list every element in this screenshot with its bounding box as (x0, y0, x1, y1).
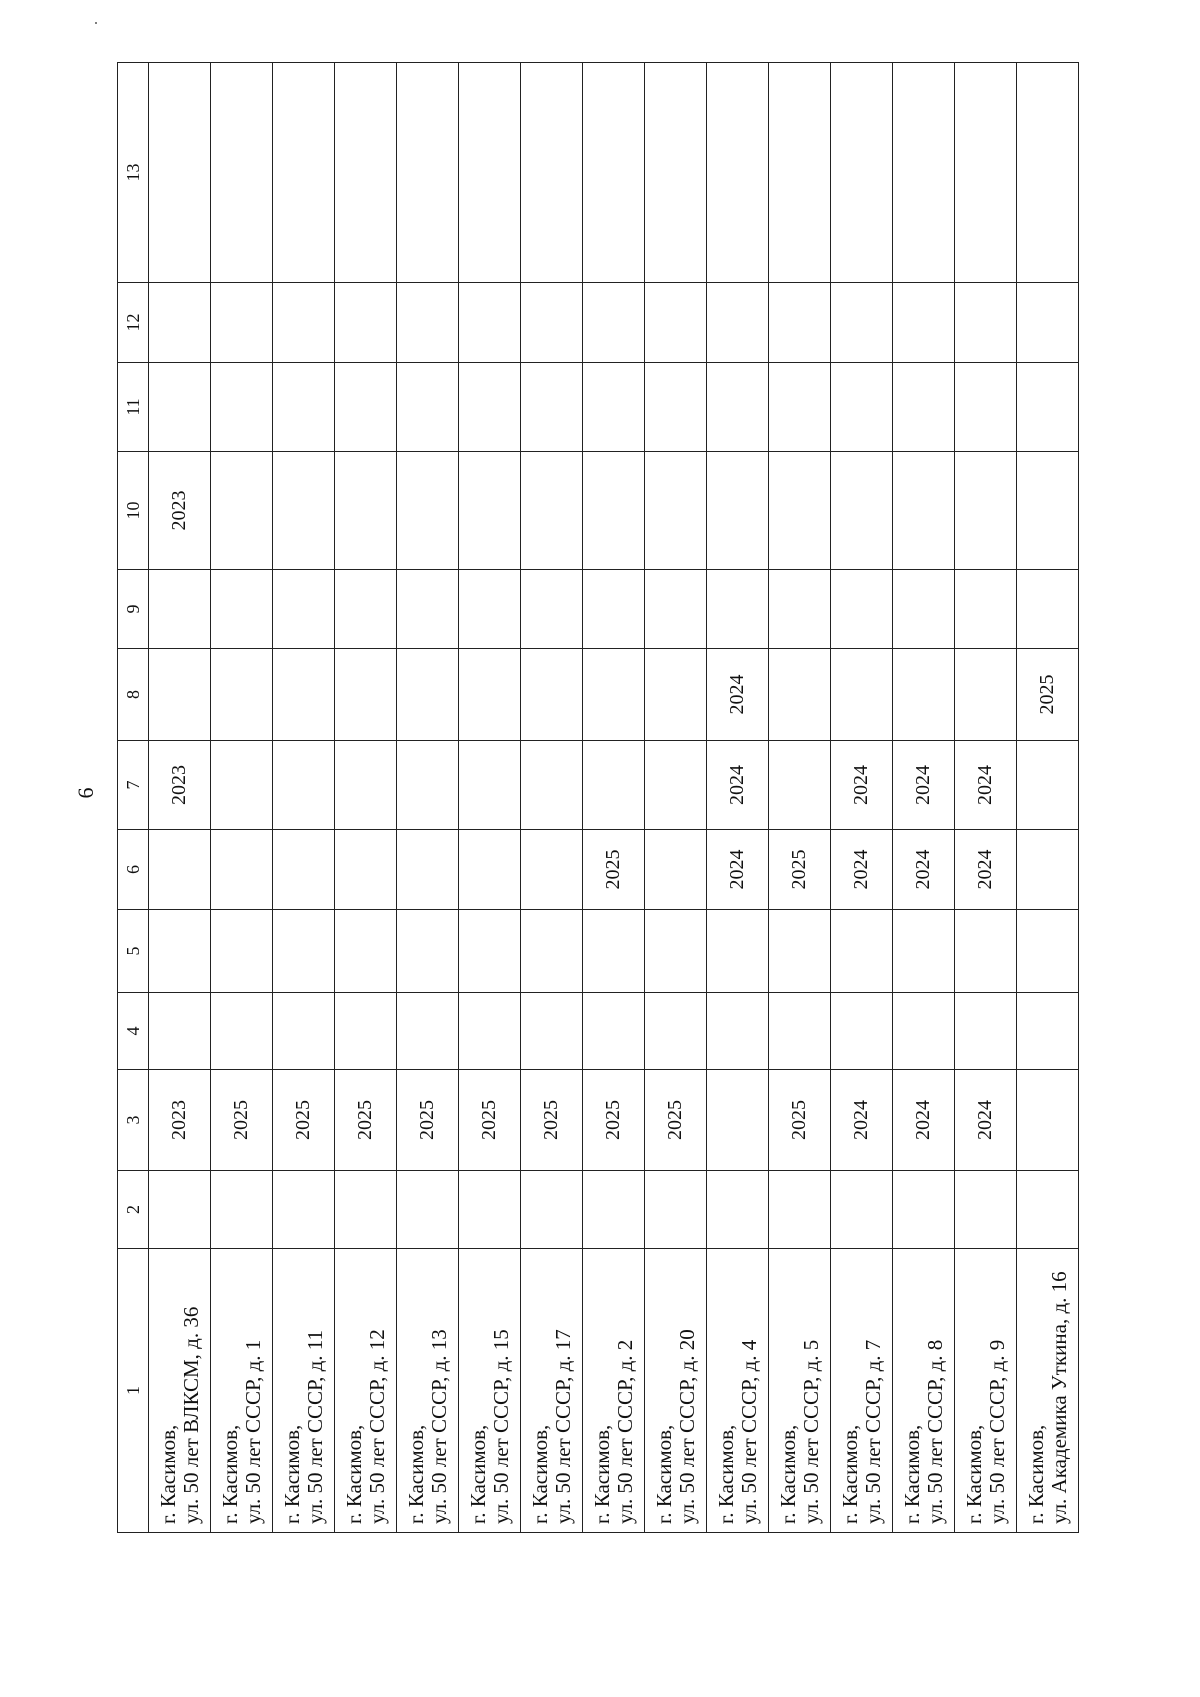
column-header: 5 (118, 910, 149, 993)
column-header: 4 (118, 993, 149, 1070)
year-cell-c5 (1017, 910, 1079, 993)
year-cell-c6 (397, 830, 459, 910)
year-cell-c12 (955, 283, 1017, 363)
year-cell-c13 (769, 63, 831, 283)
year-cell-c2 (273, 1171, 335, 1249)
column-header: 9 (118, 570, 149, 649)
address-cell (397, 1249, 459, 1533)
table-row (397, 63, 459, 1533)
year-cell-c10 (645, 452, 707, 570)
year-cell-c11 (273, 363, 335, 452)
year-cell-c8 (645, 649, 707, 741)
year-cell-c2 (1017, 1171, 1079, 1249)
address-street: ул. 50 лет СССР, д. 8 (922, 1339, 947, 1524)
rotated-table-container (117, 63, 1071, 1533)
year-cell-c11 (645, 363, 707, 452)
address-cell (893, 1249, 955, 1533)
year-cell-c11 (769, 363, 831, 452)
year-cell-c5 (397, 910, 459, 993)
column-header: 12 (118, 283, 149, 363)
table-row (335, 63, 397, 1533)
year-cell-c6 (645, 830, 707, 910)
year-cell-c5 (769, 910, 831, 993)
year-cell-c3: 2025 (335, 1070, 397, 1171)
address-street: ул. 50 лет СССР, д. 15 (488, 1329, 513, 1524)
table-row (583, 63, 645, 1533)
address-street: ул. 50 лет СССР, д. 17 (550, 1329, 575, 1524)
year-cell-c13 (459, 63, 521, 283)
table-row (831, 63, 893, 1533)
year-cell-c6 (273, 830, 335, 910)
address-city: г. Касимов, (899, 1424, 924, 1524)
year-cell-c3: 2025 (521, 1070, 583, 1171)
year-cell-c11 (149, 363, 211, 452)
year-cell-c7 (397, 741, 459, 830)
year-cell-c11 (1017, 363, 1079, 452)
year-cell-c13 (521, 63, 583, 283)
year-cell-c8 (831, 649, 893, 741)
address-city: г. Касимов, (589, 1424, 614, 1524)
year-cell-c11 (831, 363, 893, 452)
address-street: ул. Академика Уткина, д. 16 (1046, 1271, 1071, 1524)
year-cell-c10 (707, 452, 769, 570)
year-cell-c6 (211, 830, 273, 910)
table-row (707, 63, 769, 1533)
year-cell-c6 (335, 830, 397, 910)
year-cell-c4 (459, 993, 521, 1070)
address-street: ул. 50 лет СССР, д. 11 (302, 1329, 327, 1524)
year-cell-c2 (335, 1171, 397, 1249)
column-header: 3 (118, 1070, 149, 1171)
year-cell-c9 (1017, 570, 1079, 649)
table-row (769, 63, 831, 1533)
table-row (273, 63, 335, 1533)
year-cell-c8 (211, 649, 273, 741)
address-cell (645, 1249, 707, 1533)
address-cell (1017, 1249, 1079, 1533)
table-row (211, 63, 273, 1533)
year-cell-c3 (707, 1070, 769, 1171)
year-cell-c5 (707, 910, 769, 993)
year-cell-c3: 2025 (459, 1070, 521, 1171)
address-cell (211, 1249, 273, 1533)
year-cell-c4 (335, 993, 397, 1070)
address-cell (521, 1249, 583, 1533)
year-cell-c6: 2024 (955, 830, 1017, 910)
address-street: ул. 50 лет СССР, д. 20 (674, 1329, 699, 1524)
year-cell-c13 (149, 63, 211, 283)
column-header: 1 (118, 1249, 149, 1533)
year-cell-c12 (149, 283, 211, 363)
year-cell-c6: 2025 (769, 830, 831, 910)
table-row (645, 63, 707, 1533)
year-cell-c3: 2024 (831, 1070, 893, 1171)
year-cell-c8 (459, 649, 521, 741)
year-cell-c7 (211, 741, 273, 830)
column-header: 7 (118, 741, 149, 830)
column-header: 10 (118, 452, 149, 570)
year-cell-c2 (211, 1171, 273, 1249)
year-cell-c12 (459, 283, 521, 363)
address-street: ул. 50 лет СССР, д. 1 (240, 1339, 265, 1524)
year-cell-c8 (769, 649, 831, 741)
year-cell-c13 (583, 63, 645, 283)
address-street: ул. 50 лет СССР, д. 2 (612, 1339, 637, 1524)
year-cell-c4 (893, 993, 955, 1070)
year-cell-c12 (273, 283, 335, 363)
column-header: 8 (118, 649, 149, 741)
year-cell-c5 (831, 910, 893, 993)
address-city: г. Касимов, (465, 1424, 490, 1524)
year-cell-c9 (459, 570, 521, 649)
year-cell-c6 (521, 830, 583, 910)
year-cell-c12 (645, 283, 707, 363)
year-cell-c13 (893, 63, 955, 283)
year-cell-c10 (893, 452, 955, 570)
year-cell-c9 (273, 570, 335, 649)
year-cell-c12 (397, 283, 459, 363)
year-cell-c11 (893, 363, 955, 452)
year-cell-c3: 2025 (273, 1070, 335, 1171)
year-cell-c10 (397, 452, 459, 570)
year-cell-c2 (769, 1171, 831, 1249)
year-cell-c11 (459, 363, 521, 452)
year-cell-c5 (335, 910, 397, 993)
year-cell-c9 (149, 570, 211, 649)
address-street: ул. 50 лет ВЛКСМ, д. 36 (178, 1306, 203, 1524)
year-cell-c3: 2025 (397, 1070, 459, 1171)
year-cell-c3: 2024 (893, 1070, 955, 1171)
year-cell-c7 (1017, 741, 1079, 830)
year-cell-c9 (893, 570, 955, 649)
address-cell (335, 1249, 397, 1533)
year-cell-c10 (335, 452, 397, 570)
year-cell-c2 (893, 1171, 955, 1249)
year-cell-c12 (583, 283, 645, 363)
year-cell-c4 (955, 993, 1017, 1070)
year-cell-c5 (583, 910, 645, 993)
schedule-table (117, 62, 1079, 1533)
year-cell-c8: 2024 (707, 649, 769, 741)
year-cell-c3: 2025 (211, 1070, 273, 1171)
column-header: 2 (118, 1171, 149, 1249)
address-cell (273, 1249, 335, 1533)
year-cell-c2 (149, 1171, 211, 1249)
year-cell-c6 (149, 830, 211, 910)
year-cell-c9 (955, 570, 1017, 649)
page-number: 6 (73, 787, 98, 799)
year-cell-c7 (769, 741, 831, 830)
year-cell-c12 (893, 283, 955, 363)
address-city: г. Касимов, (341, 1424, 366, 1524)
year-cell-c12 (211, 283, 273, 363)
year-cell-c8 (583, 649, 645, 741)
address-street: ул. 50 лет СССР, д. 5 (798, 1339, 823, 1524)
year-cell-c10 (521, 452, 583, 570)
year-cell-c11 (583, 363, 645, 452)
year-cell-c6: 2024 (831, 830, 893, 910)
year-cell-c9 (335, 570, 397, 649)
year-cell-c12 (335, 283, 397, 363)
year-cell-c4 (707, 993, 769, 1070)
year-cell-c5 (521, 910, 583, 993)
year-cell-c5 (149, 910, 211, 993)
year-cell-c13 (335, 63, 397, 283)
table-row (1017, 63, 1079, 1533)
year-cell-c9 (521, 570, 583, 649)
address-cell (583, 1249, 645, 1533)
year-cell-c4 (273, 993, 335, 1070)
year-cell-c9 (831, 570, 893, 649)
year-cell-c6: 2024 (707, 830, 769, 910)
address-cell (831, 1249, 893, 1533)
year-cell-c9 (211, 570, 273, 649)
year-cell-c2 (459, 1171, 521, 1249)
year-cell-c7 (521, 741, 583, 830)
year-cell-c8: 2025 (1017, 649, 1079, 741)
year-cell-c2 (955, 1171, 1017, 1249)
year-cell-c5 (893, 910, 955, 993)
address-street: ул. 50 лет СССР, д. 4 (736, 1339, 761, 1524)
year-cell-c10 (459, 452, 521, 570)
address-city: г. Касимов, (217, 1424, 242, 1524)
year-cell-c13 (831, 63, 893, 283)
year-cell-c11 (211, 363, 273, 452)
year-cell-c7: 2024 (893, 741, 955, 830)
year-cell-c12 (1017, 283, 1079, 363)
year-cell-c11 (955, 363, 1017, 452)
year-cell-c4 (583, 993, 645, 1070)
year-cell-c10 (955, 452, 1017, 570)
year-cell-c8 (955, 649, 1017, 741)
year-cell-c13 (707, 63, 769, 283)
year-cell-c6: 2025 (583, 830, 645, 910)
year-cell-c2 (521, 1171, 583, 1249)
year-cell-c5 (459, 910, 521, 993)
year-cell-c4 (211, 993, 273, 1070)
year-cell-c2 (831, 1171, 893, 1249)
address-city: г. Касимов, (1023, 1424, 1048, 1524)
address-street: ул. 50 лет СССР, д. 7 (860, 1339, 885, 1524)
year-cell-c4 (149, 993, 211, 1070)
year-cell-c4 (1017, 993, 1079, 1070)
address-cell (459, 1249, 521, 1533)
address-cell (769, 1249, 831, 1533)
address-city: г. Касимов, (837, 1424, 862, 1524)
year-cell-c4 (769, 993, 831, 1070)
year-cell-c5 (273, 910, 335, 993)
year-cell-c11 (707, 363, 769, 452)
table-row (149, 63, 211, 1533)
year-cell-c10 (273, 452, 335, 570)
year-cell-c8 (521, 649, 583, 741)
year-cell-c8 (893, 649, 955, 741)
address-city: г. Касимов, (279, 1424, 304, 1524)
address-cell (955, 1249, 1017, 1533)
year-cell-c10: 2023 (149, 452, 211, 570)
year-cell-c8 (149, 649, 211, 741)
year-cell-c10 (831, 452, 893, 570)
year-cell-c2 (397, 1171, 459, 1249)
address-cell (707, 1249, 769, 1533)
year-cell-c11 (397, 363, 459, 452)
address-city: г. Касимов, (651, 1424, 676, 1524)
year-cell-c12 (831, 283, 893, 363)
year-cell-c13 (645, 63, 707, 283)
year-cell-c4 (831, 993, 893, 1070)
year-cell-c5 (211, 910, 273, 993)
year-cell-c13 (273, 63, 335, 283)
year-cell-c4 (521, 993, 583, 1070)
table-row (459, 63, 521, 1533)
year-cell-c6: 2024 (893, 830, 955, 910)
year-cell-c7: 2024 (707, 741, 769, 830)
year-cell-c13 (1017, 63, 1079, 283)
year-cell-c4 (645, 993, 707, 1070)
year-cell-c9 (397, 570, 459, 649)
year-cell-c3: 2024 (955, 1070, 1017, 1171)
year-cell-c8 (397, 649, 459, 741)
year-cell-c9 (645, 570, 707, 649)
year-cell-c9 (769, 570, 831, 649)
year-cell-c5 (645, 910, 707, 993)
year-cell-c12 (769, 283, 831, 363)
address-street: ул. 50 лет СССР, д. 9 (984, 1339, 1009, 1524)
year-cell-c7 (273, 741, 335, 830)
year-cell-c10 (1017, 452, 1079, 570)
year-cell-c7: 2024 (831, 741, 893, 830)
table-row (893, 63, 955, 1533)
year-cell-c8 (335, 649, 397, 741)
table-body (149, 63, 1079, 1533)
year-cell-c7 (583, 741, 645, 830)
year-cell-c7: 2023 (149, 741, 211, 830)
year-cell-c3: 2025 (583, 1070, 645, 1171)
column-header: 6 (118, 830, 149, 910)
year-cell-c3 (1017, 1070, 1079, 1171)
year-cell-c4 (397, 993, 459, 1070)
table-row (955, 63, 1017, 1533)
year-cell-c3: 2025 (769, 1070, 831, 1171)
address-cell (149, 1249, 211, 1533)
address-city: г. Касимов, (961, 1424, 986, 1524)
year-cell-c3: 2023 (149, 1070, 211, 1171)
address-city: г. Касимов, (527, 1424, 552, 1524)
year-cell-c2 (583, 1171, 645, 1249)
year-cell-c13 (397, 63, 459, 283)
year-cell-c11 (521, 363, 583, 452)
year-cell-c2 (707, 1171, 769, 1249)
year-cell-c9 (707, 570, 769, 649)
address-city: г. Касимов, (155, 1424, 180, 1524)
year-cell-c7 (645, 741, 707, 830)
address-city: г. Касимов, (403, 1424, 428, 1524)
year-cell-c6 (459, 830, 521, 910)
year-cell-c6 (1017, 830, 1079, 910)
year-cell-c10 (583, 452, 645, 570)
year-cell-c7: 2024 (955, 741, 1017, 830)
header-row (118, 63, 149, 1533)
year-cell-c13 (211, 63, 273, 283)
table-row (521, 63, 583, 1533)
year-cell-c2 (645, 1171, 707, 1249)
year-cell-c8 (273, 649, 335, 741)
year-cell-c10 (769, 452, 831, 570)
year-cell-c7 (459, 741, 521, 830)
year-cell-c5 (955, 910, 1017, 993)
address-street: ул. 50 лет СССР, д. 13 (426, 1329, 451, 1524)
year-cell-c9 (583, 570, 645, 649)
column-header: 13 (118, 63, 149, 283)
year-cell-c11 (335, 363, 397, 452)
year-cell-c7 (335, 741, 397, 830)
year-cell-c3: 2025 (645, 1070, 707, 1171)
year-cell-c12 (707, 283, 769, 363)
year-cell-c13 (955, 63, 1017, 283)
address-city: г. Касимов, (713, 1424, 738, 1524)
address-street: ул. 50 лет СССР, д. 12 (364, 1329, 389, 1524)
address-city: г. Касимов, (775, 1424, 800, 1524)
column-header: 11 (118, 363, 149, 452)
scan-speck (95, 22, 97, 24)
year-cell-c12 (521, 283, 583, 363)
year-cell-c10 (211, 452, 273, 570)
